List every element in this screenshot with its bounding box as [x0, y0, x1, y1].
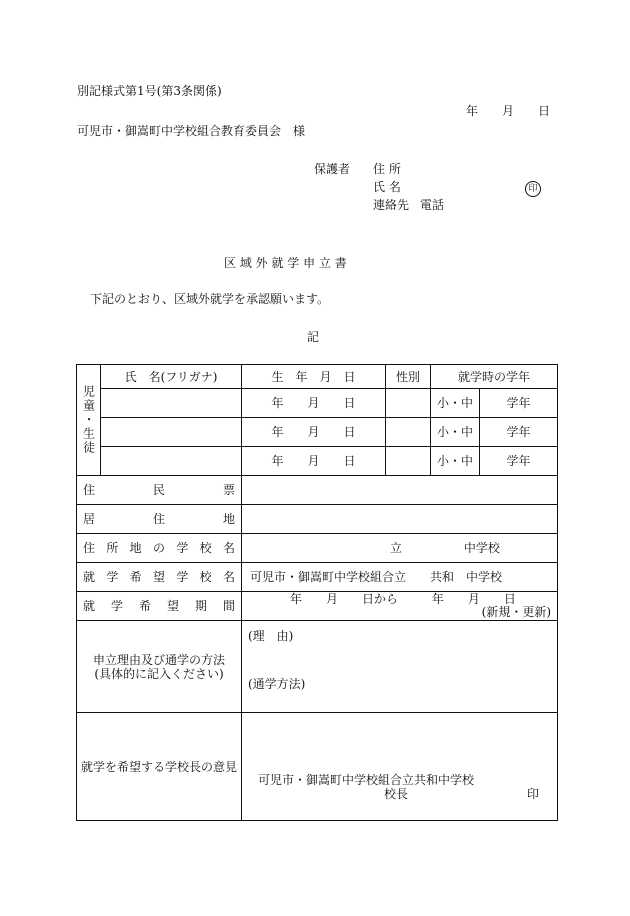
application-table — [76, 364, 558, 821]
method-heading: (通学方法) — [248, 677, 306, 691]
student-name-field[interactable] — [101, 418, 242, 447]
school-level-field[interactable]: 小・中 — [431, 447, 480, 476]
date-line: 年 月 日 — [466, 104, 551, 118]
document-title: 区 域 外 就 学 申 立 書 — [224, 256, 347, 270]
school-ritsu-text: 立 — [390, 541, 403, 555]
ki-mark: 記 — [307, 330, 320, 344]
header-gender: 性別 — [386, 365, 431, 389]
principal-opinion-label: 就学を希望する学校長の意見 — [77, 713, 242, 821]
student-side-label: 児童・生徒 — [77, 365, 101, 476]
birthdate-field[interactable]: 年 月 日 — [242, 389, 386, 418]
addressee: 可児市・御嵩町中学校組合教育委員会 様 — [77, 124, 306, 138]
table-row — [77, 389, 558, 418]
period-from: 年 月 日から — [290, 592, 399, 606]
gender-field[interactable] — [386, 418, 431, 447]
residence-label: 居住地 — [77, 505, 242, 534]
period-type: (新規・更新) — [481, 605, 552, 619]
gender-field[interactable] — [386, 447, 431, 476]
opinion-seal-mark: 印 — [527, 787, 540, 801]
guardian-contact-label: 連絡先 — [373, 198, 410, 212]
student-name-field[interactable] — [101, 447, 242, 476]
school-type-text: 中学校 — [463, 541, 500, 555]
desired-period-field[interactable] — [242, 592, 558, 621]
student-name-field[interactable] — [101, 389, 242, 418]
desired-school-field[interactable]: 可児市・御嵩町中学校組合立 共和 中学校 — [242, 563, 558, 592]
table-row — [77, 418, 558, 447]
form-number: 別記様式第1号(第3条関係) — [77, 84, 222, 98]
birthdate-field[interactable]: 年 月 日 — [242, 418, 386, 447]
header-grade: 就学時の学年 — [431, 365, 558, 389]
birthdate-field[interactable]: 年 月 日 — [242, 447, 386, 476]
school-of-residence-field[interactable] — [242, 534, 558, 563]
residence-field[interactable] — [242, 505, 558, 534]
gender-field[interactable] — [386, 389, 431, 418]
header-name: 氏 名(フリガナ) — [101, 365, 242, 389]
guardian-address-label: 住 所 — [373, 162, 401, 176]
reason-method-label: 申立理由及び通学の方法 (具体的に記入ください) — [77, 621, 242, 713]
opinion-school-name: 可児市・御嵩町中学校組合立共和中学校 — [258, 773, 475, 787]
seal-mark-icon: 印 — [525, 180, 541, 197]
guardian-role: 保護者 — [314, 162, 351, 176]
guardian-name-label: 氏 名 — [373, 180, 401, 194]
reason-heading: (理 由) — [248, 629, 294, 643]
grade-field[interactable]: 学年 — [480, 418, 558, 447]
header-birthdate: 生 年 月 日 — [242, 365, 386, 389]
school-level-field[interactable]: 小・中 — [431, 418, 480, 447]
period-to: 年 月 日 — [431, 592, 516, 606]
table-row — [77, 447, 558, 476]
grade-field[interactable]: 学年 — [480, 389, 558, 418]
intro-text: 下記のとおり、区域外就学を承認願います。 — [90, 292, 330, 306]
grade-field[interactable]: 学年 — [480, 447, 558, 476]
opinion-principal-title: 校長 — [384, 787, 409, 801]
desired-period-label: 就学希望期間 — [77, 592, 242, 621]
guardian-phone-label: 電話 — [420, 198, 445, 212]
school-level-field[interactable]: 小・中 — [431, 389, 480, 418]
resident-registry-field[interactable] — [242, 476, 558, 505]
resident-registry-label: 住民票 — [77, 476, 242, 505]
reason-method-field[interactable] — [242, 621, 558, 713]
desired-school-label: 就学希望学校名 — [77, 563, 242, 592]
principal-opinion-field[interactable] — [242, 713, 558, 821]
school-of-residence-label: 住所地の学校名 — [77, 534, 242, 563]
